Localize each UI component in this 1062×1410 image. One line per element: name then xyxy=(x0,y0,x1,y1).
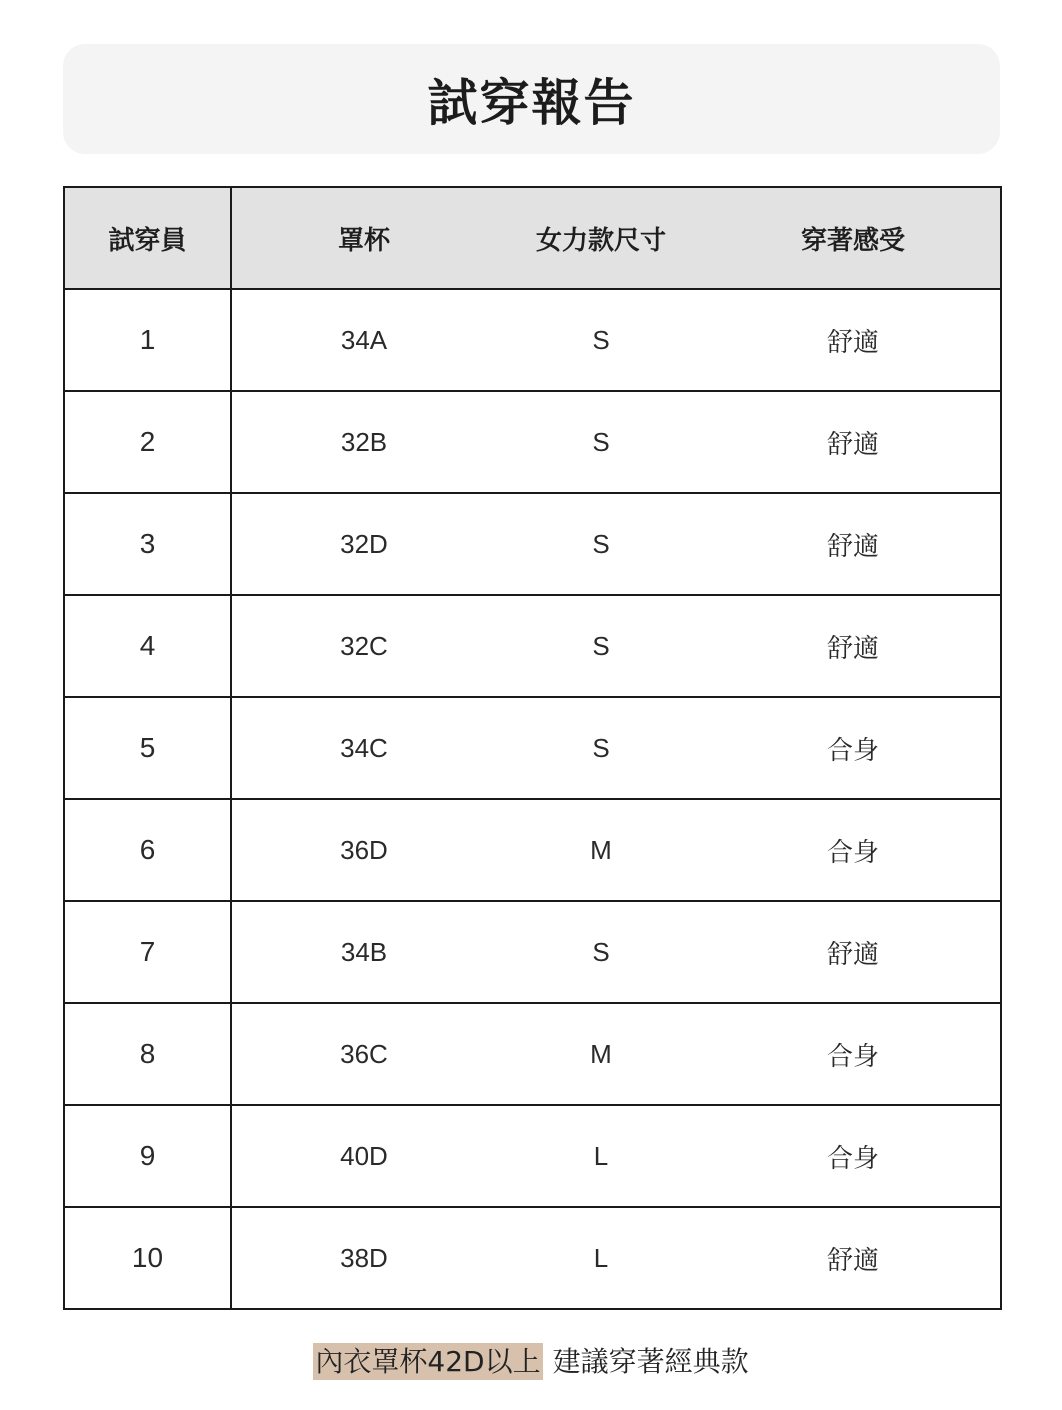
cell-tester: 1 xyxy=(64,289,231,391)
recommendation-text: 建議穿著經典款 xyxy=(552,1345,749,1378)
cell-cup: 40D xyxy=(231,1105,496,1207)
table-row xyxy=(64,289,1001,391)
cell-tester: 3 xyxy=(64,493,231,595)
cell-tester: 2 xyxy=(64,391,231,493)
table-row xyxy=(64,595,1001,697)
table-row xyxy=(64,493,1001,595)
cell-cup: 32C xyxy=(231,595,496,697)
cell-size: S xyxy=(496,697,706,799)
page-title: 試穿報告 xyxy=(427,74,636,132)
cell-tester: 8 xyxy=(64,1003,231,1105)
cell-tester: 4 xyxy=(64,595,231,697)
table-row xyxy=(64,1003,1001,1105)
cell-cup: 36C xyxy=(231,1003,496,1105)
cell-cup: 34C xyxy=(231,697,496,799)
cell-feeling: 舒適 xyxy=(706,289,1001,391)
table-row xyxy=(64,697,1001,799)
cell-cup: 34B xyxy=(231,901,496,1003)
cell-feeling: 合身 xyxy=(706,1003,1001,1105)
table-row xyxy=(64,1207,1001,1309)
cell-feeling: 舒適 xyxy=(706,1207,1001,1309)
cell-size: S xyxy=(496,391,706,493)
header-feeling: 穿著感受 xyxy=(706,187,1001,289)
cell-feeling: 舒適 xyxy=(706,595,1001,697)
cell-size: L xyxy=(496,1207,706,1309)
cell-feeling: 合身 xyxy=(706,697,1001,799)
cell-size: S xyxy=(496,901,706,1003)
cell-size: M xyxy=(496,1003,706,1105)
cell-tester: 5 xyxy=(64,697,231,799)
cell-tester: 10 xyxy=(64,1207,231,1309)
header-size: 女力款尺寸 xyxy=(496,187,706,289)
cell-tester: 9 xyxy=(64,1105,231,1207)
highlighted-cup-threshold: 內衣罩杯42D以上 xyxy=(315,1345,541,1378)
recommendation-note xyxy=(0,1340,1062,1380)
table-row xyxy=(64,799,1001,901)
cell-size: S xyxy=(496,493,706,595)
cell-size: L xyxy=(496,1105,706,1207)
cell-tester: 7 xyxy=(64,901,231,1003)
cell-size: S xyxy=(496,289,706,391)
cell-cup: 32B xyxy=(231,391,496,493)
table-header-row xyxy=(64,187,1001,289)
header-tester: 試穿員 xyxy=(64,187,231,289)
cell-feeling: 舒適 xyxy=(706,493,1001,595)
cell-cup: 34A xyxy=(231,289,496,391)
cell-size: S xyxy=(496,595,706,697)
table-row xyxy=(64,901,1001,1003)
header-cup: 罩杯 xyxy=(231,187,496,289)
cell-feeling: 合身 xyxy=(706,799,1001,901)
cell-size: M xyxy=(496,799,706,901)
title-banner xyxy=(63,44,1000,154)
cell-cup: 36D xyxy=(231,799,496,901)
cell-cup: 32D xyxy=(231,493,496,595)
cell-cup: 38D xyxy=(231,1207,496,1309)
cell-tester: 6 xyxy=(64,799,231,901)
cell-feeling: 舒適 xyxy=(706,901,1001,1003)
table-row xyxy=(64,391,1001,493)
fitting-report-table xyxy=(63,186,1002,1310)
cell-feeling: 舒適 xyxy=(706,391,1001,493)
table-row xyxy=(64,1105,1001,1207)
cell-feeling: 合身 xyxy=(706,1105,1001,1207)
